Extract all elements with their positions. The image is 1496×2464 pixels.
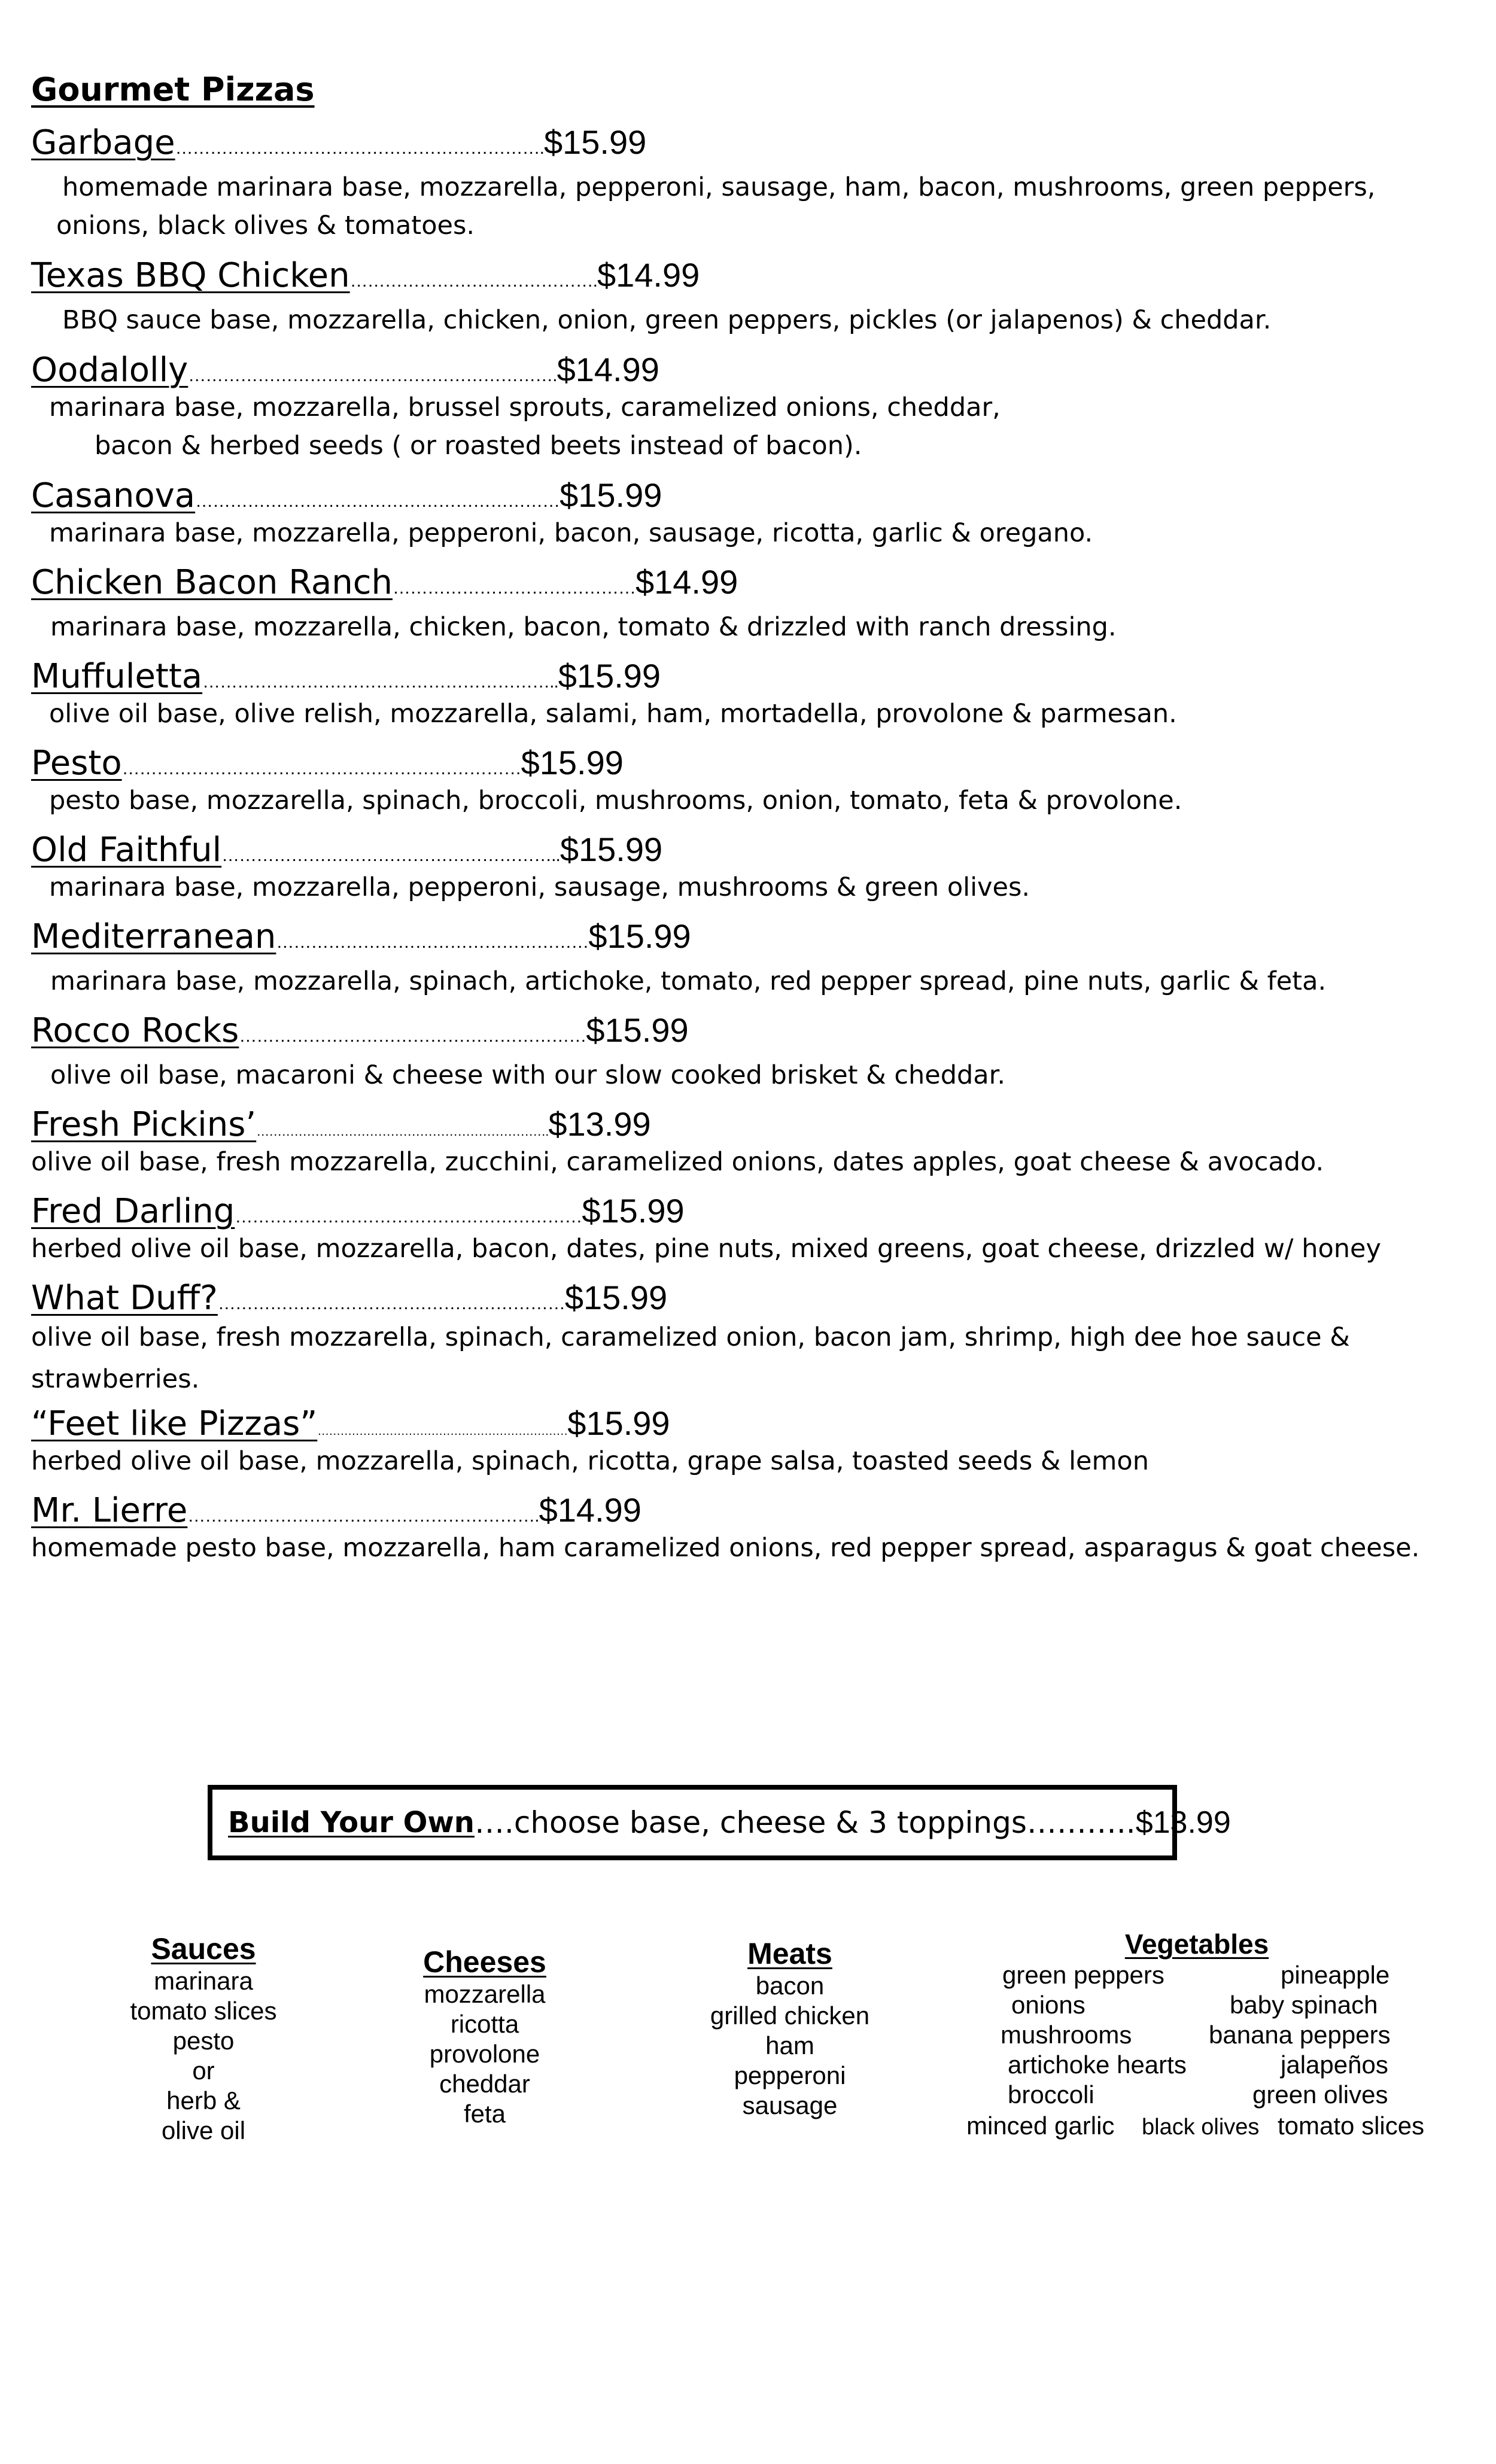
pizza-price: $14.99: [597, 256, 700, 294]
vegetable-item: banana peppers: [1209, 2021, 1391, 2049]
pizza-price: $15.99: [567, 1404, 670, 1442]
desc-line: BBQ sauce base, mozzarella, chicken, onion, green peppers, pickles (or jalapenos) & cheddar.: [62, 305, 1272, 335]
vegetable-item: tomato slices: [1278, 2112, 1425, 2140]
pizza-item-feet-like-pizzas: [31, 1404, 1479, 1480]
build-your-own-text: ….choose base, cheese & 3 toppings………..: [474, 1805, 1136, 1840]
desc-line: marinara base, mozzarella, chicken, bacon, tomato & drizzled with ranch dressing.: [50, 612, 1117, 642]
vegetable-item: onions: [1011, 1991, 1085, 2019]
cheese-item: feta: [463, 2100, 506, 2128]
desc-line: homemade marinara base, mozzarella, pepperoni, sausage, ham, bacon, mushrooms, green peppers,: [62, 172, 1376, 202]
pizza-name: Muffuletta: [31, 657, 203, 696]
pizza-price: $15.99: [586, 1011, 689, 1049]
desc-line: strawberries.: [31, 1364, 200, 1394]
pizza-item-mediterranean: [31, 917, 1479, 1000]
pizza-price: $14.99: [557, 351, 659, 388]
dot-leader: ……………………………………………………: [239, 1026, 586, 1046]
desc-line: marinara base, mozzarella, brussel sprouts, caramelized onions, cheddar,: [49, 393, 1001, 422]
pizza-name: Pesto: [31, 744, 122, 783]
build-your-own-label: Build Your Own: [228, 1806, 475, 1839]
pizza-price: $15.99: [521, 744, 624, 781]
pizza-name: Mr. Lierre: [31, 1491, 188, 1530]
meat-item: ham: [765, 2031, 814, 2060]
meat-item: pepperoni: [734, 2061, 846, 2089]
desc-line: herbed olive oil base, mozzarella, spinach, ricotta, grape salsa, toasted seeds & lemon: [31, 1446, 1149, 1476]
pizza-description: [31, 1143, 1479, 1181]
dot-leader: ………………………………………………: [276, 932, 589, 952]
vegetable-item: pineapple: [1281, 1961, 1390, 1989]
section-title: Gourmet Pizzas: [31, 71, 315, 108]
pizza-description: [31, 1316, 1479, 1400]
pizza-item-rocco-rocks: [31, 1011, 1479, 1094]
sauce-item: pesto: [172, 2027, 235, 2055]
build-your-own-price: $13.99: [1135, 1805, 1231, 1840]
desc-line: marinara base, mozzarella, spinach, artichoke, tomato, red pepper spread, pine nuts, garlic & feta.: [50, 966, 1327, 996]
pizza-description: [31, 514, 1479, 552]
dot-leader: …………………………………….: [349, 271, 597, 291]
pizza-price: $15.99: [558, 657, 661, 695]
pizza-item-what-duff: [31, 1281, 1479, 1400]
desc-line: bacon & herbed seeds ( or roasted beets instead of bacon).: [95, 431, 862, 461]
pizza-name: Rocco Rocks: [31, 1011, 239, 1050]
pizza-name: Mediterranean: [31, 917, 276, 956]
sauce-item: marinara: [154, 1967, 253, 1995]
sauce-item: olive oil: [161, 2116, 246, 2144]
pizza-description: [31, 388, 1479, 465]
meat-item: sausage: [742, 2091, 838, 2119]
pizza-description: [31, 868, 1479, 906]
cheese-item: ricotta: [450, 2010, 519, 2038]
pizza-price: $15.99: [560, 831, 663, 868]
meat-item: bacon: [755, 1972, 825, 2000]
cheese-item: mozzarella: [424, 1980, 546, 2008]
pizza-name: Texas BBQ Chicken: [31, 256, 350, 295]
sauce-item: herb &: [166, 2086, 241, 2115]
dot-leader: ……………………………………: [392, 578, 636, 598]
pizza-description: [31, 695, 1479, 733]
dot-leader: …………………………………………………………: [317, 1425, 568, 1438]
vegetable-item: jalapeños: [1281, 2051, 1388, 2079]
pizza-name: Fresh Pickins’: [31, 1105, 257, 1144]
pizza-price: $15.99: [560, 476, 662, 514]
pizza-item-oodalolly: [31, 353, 1479, 465]
pizza-name: Chicken Bacon Ranch: [31, 563, 393, 602]
cheese-item: cheddar: [439, 2070, 530, 2098]
dot-leader: ……………………………………………………….: [188, 366, 557, 385]
pizza-description: [31, 608, 1479, 646]
build-your-own-box: [208, 1785, 1231, 1860]
pizza-name: Garbage: [31, 123, 175, 162]
pizza-price: $15.99: [564, 1279, 668, 1316]
pizza-name: Old Faithful: [31, 831, 222, 869]
dot-leader: …………………………………………………………….: [256, 1124, 549, 1139]
pizza-price: $14.99: [539, 1491, 641, 1529]
pizza-name: What Duff?: [31, 1279, 218, 1318]
cheese-item: provolone: [429, 2040, 540, 2068]
pizza-description: [31, 168, 1479, 245]
vegetable-item: black olives: [1142, 2115, 1260, 2140]
vegetable-item: broccoli: [1008, 2080, 1094, 2109]
meats-column: [694, 1936, 886, 2121]
dot-leader: ……………………………………………………..: [202, 672, 558, 692]
desc-line: marinara base, mozzarella, pepperoni, sausage, mushrooms & green olives.: [49, 872, 1030, 902]
pizza-item-pesto: [31, 746, 1479, 820]
vegetable-item: baby spinach: [1230, 1991, 1378, 2019]
pizza-item-fresh-pickins: [31, 1105, 1479, 1181]
desc-line: onions, black olives & tomatoes.: [56, 211, 475, 241]
pizza-name: Fred Darling: [31, 1192, 235, 1231]
pizza-description: [31, 1230, 1479, 1268]
pizza-item-garbage: [31, 123, 1479, 245]
pizza-description: [31, 962, 1479, 1000]
vegetable-item: green olives: [1252, 2080, 1388, 2109]
desc-line: herbed olive oil base, mozzarella, bacon, dates, pine nuts, mixed greens, goat cheese, drizzled w/ honey: [31, 1234, 1381, 1264]
meat-item: grilled chicken: [710, 2001, 870, 2030]
desc-line: olive oil base, fresh mozzarella, spinach, caramelized onion, bacon jam, shrimp, high dee hoe sauce &: [31, 1322, 1350, 1352]
dot-leader: …………………………………………………….: [187, 1506, 539, 1526]
cheeses-title: Cheeses: [423, 1945, 546, 1979]
pizza-description: [31, 781, 1479, 820]
dot-leader: ………………………………………………………: [195, 491, 560, 511]
sauces-title: Sauces: [151, 1932, 256, 1966]
cheeses-column: [395, 1945, 574, 2129]
pizza-price: $14.99: [635, 563, 738, 601]
desc-line: olive oil base, fresh mozzarella, zucchini, caramelized onions, dates apples, goat cheese & avocado.: [31, 1147, 1324, 1177]
vegetables-title: Vegetables: [1124, 1928, 1269, 1960]
dot-leader: ……………………………………………………….: [175, 138, 544, 158]
pizza-price: $15.99: [582, 1192, 685, 1230]
dot-leader: ……………………………………………………: [235, 1207, 582, 1227]
pizza-price: $15.99: [543, 123, 647, 161]
desc-line: olive oil base, macaroni & cheese with our slow cooked brisket & cheddar.: [50, 1060, 1006, 1090]
pizza-name: “Feet like Pizzas”: [31, 1404, 318, 1443]
dot-leader: ……………………………………………………………: [121, 759, 521, 778]
vegetable-item: green peppers: [1002, 1961, 1164, 1989]
pizza-name: Casanova: [31, 476, 196, 515]
dot-leader: ……………………………………………………: [217, 1294, 565, 1313]
desc-line: olive oil base, olive relish, mozzarella, salami, ham, mortadella, provolone & parmesan.: [49, 699, 1177, 729]
desc-line: pesto base, mozzarella, spinach, broccoli, mushrooms, onion, tomato, feta & provolone.: [49, 786, 1182, 816]
meats-title: Meats: [747, 1937, 832, 1970]
sauce-item: or: [192, 2057, 215, 2085]
vegetable-item: minced garlic: [966, 2112, 1115, 2140]
pizza-item-old-faithful: [31, 833, 1479, 906]
pizza-price: $13.99: [548, 1105, 651, 1143]
sauces-column: [114, 1931, 293, 2146]
pizza-description: [31, 1442, 1479, 1480]
pizza-description: [31, 301, 1479, 339]
pizza-item-mr-lierre: [31, 1493, 1479, 1567]
desc-line: homemade pesto base, mozzarella, ham caramelized onions, red pepper spread, asparagus & goat cheese.: [31, 1533, 1420, 1563]
vegetable-item: mushrooms: [1001, 2021, 1132, 2049]
sauce-item: tomato slices: [130, 1997, 277, 2025]
pizza-price: $15.99: [588, 917, 691, 955]
pizza-description: [31, 1529, 1479, 1567]
pizza-name: Oodalolly: [31, 351, 188, 390]
pizza-item-fred-darling: [31, 1194, 1479, 1268]
pizza-item-casanova: [31, 476, 1479, 552]
dot-leader: …………………………………………………..: [221, 845, 560, 865]
pizza-item-texas-bbq-chicken: [31, 258, 1479, 339]
pizza-item-chicken-bacon-ranch: [31, 565, 1479, 646]
pizza-description: [31, 1056, 1479, 1094]
pizza-item-muffuletta: [31, 659, 1479, 733]
vegetable-item: artichoke hearts: [1008, 2051, 1187, 2079]
desc-line: marinara base, mozzarella, pepperoni, bacon, sausage, ricotta, garlic & oregano.: [49, 518, 1093, 548]
